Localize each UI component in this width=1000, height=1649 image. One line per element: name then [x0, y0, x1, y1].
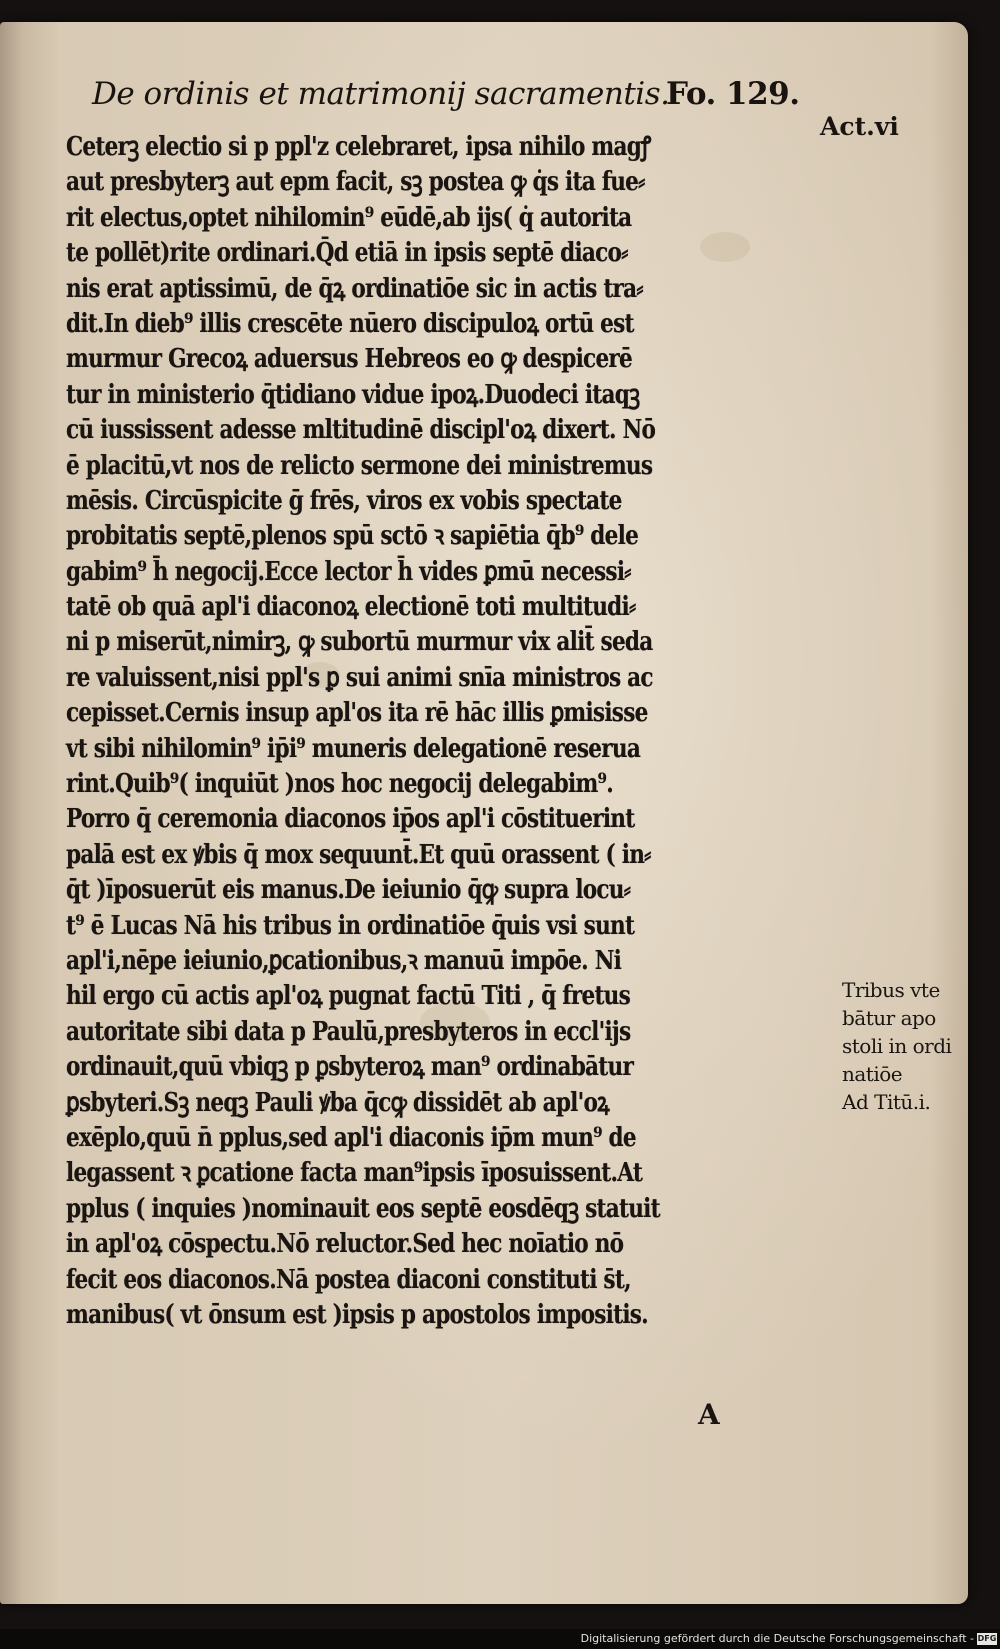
text-line: in apl'oꝝ cōspectu.Nō reluctor.Sed hec noīatio nō [66, 1229, 624, 1260]
text-line: cepisset.Cernis insup apl'os ita rē hāc illis ꝑmisisse [66, 698, 648, 729]
text-line: vt sibi nihilomin⁹ ip̄i⁹ muneris delegationē reserua [66, 733, 641, 764]
text-line: ordinauit,quū vbiqꝫ p ꝑsbyteroꝝ man⁹ ordinabātur [66, 1052, 634, 1083]
text-line: ꝑsbyteri.Sꝫ neqꝫ Pauli ꝟba q̄cꝙ dissidēt ab apl'oꝝ [66, 1087, 609, 1118]
signature-mark: A [698, 1398, 720, 1431]
text-line: t⁹ ē Lucas Nā his tribus in ordinatiōe q̄uis vsi sunt [66, 910, 635, 941]
text-line: legassent ꝛ ꝑcatione facta man⁹ipsis īposuissent.At [66, 1158, 643, 1189]
text-line: te pollēt)rite ordinari.Q̄d etiā in ipsis septē diaco⸗ [66, 238, 628, 269]
margin-note-line: bātur apo [842, 1006, 936, 1030]
text-line: Ceterꝫ electio si p ppl'z celebraret, ipsa nihilo magꝭ [66, 132, 651, 162]
text-line: autoritate sibi data p Paulū,presbyteros in eccl'ijs [66, 1016, 631, 1047]
folio-number: Fo. 129. [666, 76, 800, 112]
text-line: cū iussissent adesse mltitudinē discipl'oꝝ dixert. Nō [66, 415, 656, 446]
text-line: probitatis septē,plenos spū sctō ꝛ sapiētia q̄b⁹ dele [66, 521, 639, 552]
margin-reference: Act.vi [820, 112, 899, 141]
text-line: rint.Quib⁹( inquiūt )nos hoc negocij delegabim⁹. [66, 769, 614, 800]
text-line: manibus( vt ōnsum est )ipsis p apostolos impositis. [66, 1299, 648, 1330]
text-line: dit.In dieb⁹ illis crescēte nūero discipuloꝝ ortū est [66, 308, 634, 339]
margin-note-line: Ad Titū.i. [842, 1090, 931, 1114]
text-line: aut presbyterꝫ aut epm facit, sꝫ postea ꝙ q̇s ita fue⸗ [66, 167, 645, 198]
funding-credit: Digitalisierung gefördert durch die Deutsche Forschungsgemeinschaft - [580, 1632, 974, 1645]
text-line: rit electus,optet nihilomin⁹ eūdē,ab ijs( q̇ autorita [66, 202, 632, 233]
margin-note-line: natiōe [842, 1062, 903, 1086]
text-line: palā est ex ꝟbis q̄ mox sequunt̄.Et quū orassent ( in⸗ [66, 839, 651, 870]
text-line: gabim⁹ h̄ negocij.Ecce lector h̄ vides ꝑmū necessi⸗ [66, 556, 631, 587]
main-text-block [66, 130, 826, 1333]
text-line: tatē ob quā apl'i diaconoꝝ electionē toti multitudi⸗ [66, 592, 636, 623]
dfg-logo-icon: DFG [977, 1634, 997, 1643]
text-line: nis erat aptissimū, de q̄ꝝ ordinatiōe sic in actis tra⸗ [66, 273, 643, 304]
text-line: tur in ministerio q̄tidiano vidue ipoꝝ.Duodeci itaqꝫ [66, 379, 640, 410]
margin-note-line: stoli in ordi [842, 1034, 952, 1058]
text-line: Porro q̄ ceremonia diaconos ip̄os apl'i cōstituerint [66, 804, 635, 835]
text-line: murmur Grecoꝝ aduersus Hebreos eo ꝙ despicerē [66, 344, 633, 375]
text-line: exēplo,quū n̄ pplus,sed apl'i diaconis ip̄m mun⁹ de [66, 1122, 636, 1153]
text-line: q̄t )īposuerūt eis manus.De ieiunio q̄ꝙ supra locu⸗ [66, 875, 631, 906]
text-line: fecit eos diaconos.Nā postea diaconi constituti s̄t, [66, 1264, 631, 1295]
margin-annotation [842, 976, 966, 1116]
running-header [92, 76, 812, 116]
text-line: ē placitū,vt nos de relicto sermone dei ministremus [66, 450, 653, 481]
text-line: re valuissent,nisi ppl's ꝑ sui animi snīa ministros ac [66, 662, 653, 693]
text-line: ni p miserūt,nimirꝫ, ꝙ subortū murmur vix alit̄ seda [66, 627, 653, 658]
margin-note-line: Tribus vte [842, 978, 940, 1002]
text-line: hil ergo cū actis apl'oꝝ pugnat factū Titi , q̄ fretus [66, 981, 631, 1012]
text-line: mēsis. Circūspicite ḡ frēs, viros ex vobis spectate [66, 485, 622, 516]
text-line: apl'i,nēpe ieiunio,ꝑcationibus,ꝛ manuū impōe. Ni [66, 945, 622, 976]
header-title: De ordinis et matrimonij sacramentis. [92, 76, 670, 112]
text-line: pplus ( inquies )nominauit eos septē eosdēqꝫ statuit [66, 1193, 660, 1224]
